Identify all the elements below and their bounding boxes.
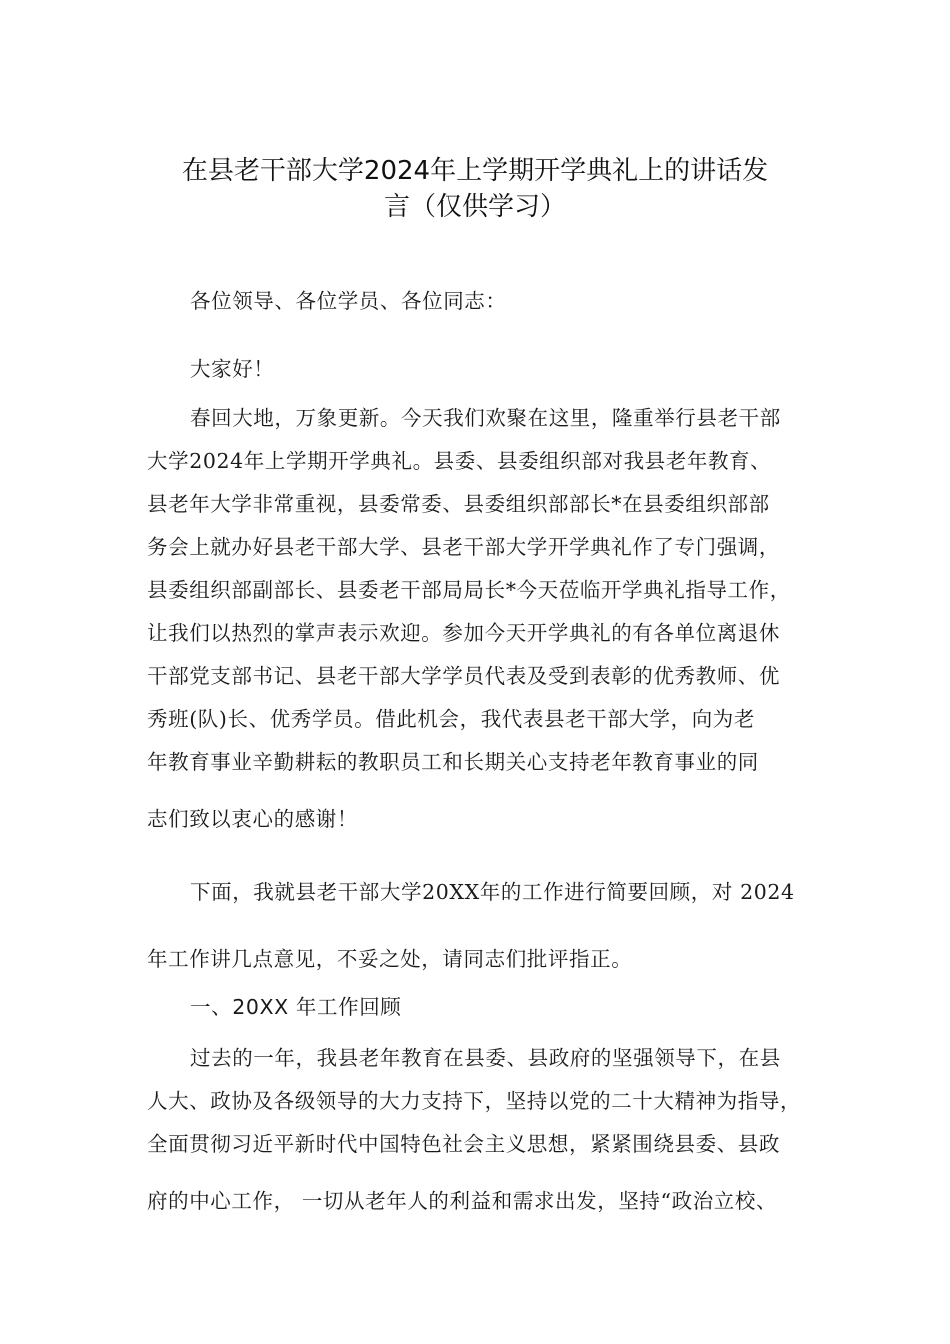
paragraph-line: 干部党支部书记、县老干部大学学员代表及受到表彰的优秀教师、优 — [147, 664, 780, 688]
document-title-line-2: 言（仅供学习） — [383, 192, 566, 222]
paragraph-line: 秀班(队)长、优秀学员。借此机会，我代表县老干部大学，向为老 — [147, 707, 755, 731]
greeting: 大家好！ — [190, 357, 275, 381]
salutation: 各位领导、各位学员、各位同志： — [190, 289, 507, 313]
paragraph-line: 过去的一年，我县老年教育在县委、县政府的坚强领导下，在县 — [190, 1046, 781, 1070]
paragraph-line: 下面，我就县老干部大学20XX年的工作进行简要回顾，对 2024 — [190, 880, 795, 904]
paragraph-line: 年教育事业辛勤耕耘的教职员工和长期关心支持老年教育事业的同 — [147, 750, 759, 774]
paragraph-line: 春回大地，万象更新。今天我们欢聚在这里，隆重举行县老干部 — [190, 406, 781, 430]
paragraph-line: 让我们以热烈的掌声表示欢迎。参加今天开学典礼的有各单位离退休 — [147, 621, 780, 645]
section-heading: 一、20XX 年工作回顾 — [190, 995, 402, 1019]
paragraph-line: 大学2024年上学期开学典礼。县委、县委组织部对我县老年教育、 — [147, 449, 772, 473]
paragraph-line: 人大、政协及各级领导的大力支持下，坚持以党的二十大精神为指导， — [147, 1089, 802, 1113]
paragraph-line: 全面贯彻习近平新时代中国特色社会主义思想，紧紧围绕县委、县政 — [147, 1132, 780, 1156]
paragraph-line: 志们致以衷心的感谢！ — [147, 807, 358, 831]
paragraph-line: 县老年大学非常重视，县委常委、县委组织部部长*在县委组织部部 — [147, 492, 770, 516]
paragraph-line: 务会上就办好县老干部大学、县老干部大学开学典礼作了专门强调， — [147, 535, 780, 559]
document-title-line-1: 在县老干部大学2024年上学期开学典礼上的讲话发 — [181, 156, 769, 186]
paragraph-line: 府的中心工作， 一切从老年人的利益和需求出发，坚持“政治立校、 — [147, 1189, 778, 1213]
paragraph-line: 县委组织部副部长、县委老干部局局长*今天莅临开学典礼指导工作， — [147, 578, 791, 602]
paragraph-line: 年工作讲几点意见，不妥之处，请同志们批评指正。 — [147, 947, 633, 971]
